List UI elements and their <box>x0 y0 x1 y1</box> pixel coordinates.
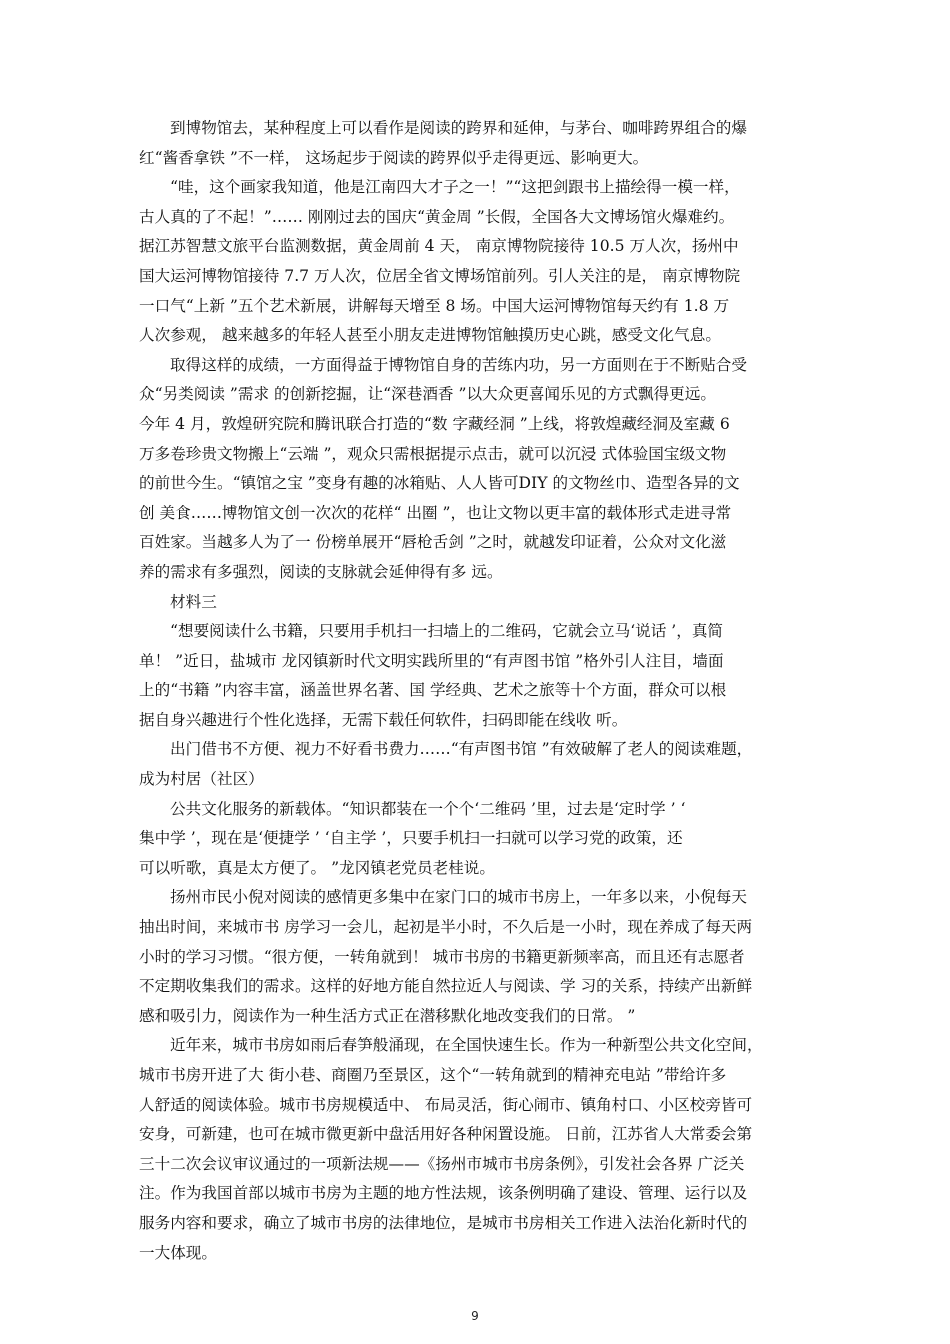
text-line: 到博物馆去，某种程度上可以看作是阅读的跨界和延伸，与茅台、咖啡跨界组合的爆 <box>170 119 747 137</box>
text-line: 近年来，城市书房如雨后春笋般涌现，在全国快速生长。作为一种新型公共文化空间， <box>170 1036 763 1055</box>
section-heading: 材料三 <box>170 592 217 611</box>
text-line: 国大运河博物馆接待 7.7 万人次，位居全省文博场馆前列。引人关注的是， 南京博物院 <box>139 266 741 285</box>
text-line: 公共文化服务的新载体。“知识都装在一个个‘二维码 ’里，过去是‘定时学 ’ ‘ <box>170 799 686 818</box>
text-line: 单！ ”近日，盐城市 龙冈镇新时代文明实践所里的“有声图书馆 ”格外引人注目，墙面 <box>139 651 724 670</box>
text-line: 养的需求有多强烈，阅读的支脉就会延伸得有多 远。 <box>139 562 503 581</box>
text-line: 据江苏智慧文旅平台监测数据，黄金周前 4 天， 南京博物院接待 10.5 万人次，扬州中 <box>139 237 739 256</box>
text-line: 万多卷珍贵文物搬上“云端 ”，观众只需根据提示点击，就可以沉浸 式体验国宝级文物 <box>139 444 727 463</box>
text-line: 据自身兴趣进行个性化选择，无需下载任何软件，扫码即能在线收 听。 <box>139 710 628 729</box>
text-line: 一大体现。 <box>139 1243 217 1262</box>
text-line: 扬州市民小倪对阅读的感情更多集中在家门口的城市书房上，一年多以来，小倪每天 <box>170 888 747 907</box>
page-number: 9 <box>471 1309 479 1323</box>
text-line: “想要阅读什么书籍，只要用手机扫一扫墙上的二维码，它就会立马‘说话 ’，真简 <box>170 622 724 641</box>
text-line: 人舒适的阅读体验。城市书房规模适中、 布局灵活，街心闹市、镇角村口、小区校旁皆可 <box>139 1095 753 1114</box>
text-line: 创 美食……博物馆文创一次次的花样“ 出圈 ”，也让文物以更丰富的载体形式走进寻常 <box>139 503 732 522</box>
text-line: 感和吸引力，阅读作为一种生活方式正在潜移默化地改变我们的日常。 ” <box>139 1006 636 1025</box>
document-body <box>139 114 821 1268</box>
text-line: 集中学 ’，现在是‘便捷学 ’ ‘自主学 ’，只要手机扫一扫就可以学习党的政策，还 <box>139 829 683 848</box>
text-line: 众“另类阅读 ”需求 的创新挖掘，让“深巷酒香 ”以大众更喜闻乐见的方式飘得更远。 <box>139 385 716 404</box>
text-line: 注。作为我国首部以城市书房为主题的地方性法规，该条例明确了建设、管理、运行以及 <box>139 1184 748 1203</box>
text-line: 人次参观， 越来越多的年轻人甚至小朋友走进博物馆触摸历史心跳，感受文化气息。 <box>139 326 721 345</box>
text-line: 今年 4 月，敦煌研究院和腾讯联合打造的“数 字藏经洞 ”上线，将敦煌藏经洞及室藏 6 <box>139 414 730 433</box>
text-line: 不定期收集我们的需求。这样的好地方能自然拉近人与阅读、学 习的关系，持续产出新鲜 <box>139 977 753 996</box>
text-line: 三十二次会议审议通过的一项新法规——《扬州市城市书房条例》，引发社会各界 广泛关 <box>139 1154 745 1173</box>
text-line: 城市书房开进了大 街小巷、商圈乃至景区，这个“一转角就到的精神充电站 ”带给许多 <box>139 1066 727 1084</box>
text-line: 成为村居（社区） <box>139 770 264 789</box>
text-line: 抽出时间，来城市书 房学习一会儿，起初是半小时，不久后是一小时，现在养成了每天两 <box>139 918 753 937</box>
text-line: 上的“书籍 ”内容丰富，涵盖世界名著、国 学经典、艺术之旅等十个方面，群众可以根 <box>139 681 727 700</box>
text-line: 小时的学习习惯。“很方便，一转角就到！ 城市书房的书籍更新频率高，而且还有志愿者 <box>139 947 745 966</box>
text-line: 百姓家。当越多人为了一 份榜单展开“唇枪舌剑 ”之时，就越发印证着，公众对文化滋 <box>139 533 727 552</box>
text-line: 服务内容和要求，确立了城市书房的法律地位，是城市书房相关工作进入法治化新时代的 <box>139 1213 748 1232</box>
text-line: “哇，这个画家我知道，他是江南四大才子之一！”“这把剑跟书上描绘得一模一样， <box>170 178 740 197</box>
text-line: 可以听歌，真是太方便了。 ”龙冈镇老党员老桂说。 <box>139 858 495 877</box>
text-line: 古人真的了不起！”…… 刚刚过去的国庆“黄金周 ”长假，全国各大文博场馆火爆难约。 <box>139 207 735 226</box>
text-line: 一口气“上新 ”五个艺术新展，讲解每天增至 8 场。中国大运河博物馆每天约有 1.8 万 <box>139 296 730 315</box>
text-line: 红“酱香拿铁 ”不一样， 这场起步于阅读的跨界似乎走得更远、影响更大。 <box>139 148 649 167</box>
text-line: 安身，可新建，也可在城市微更新中盘活用好各种闲置设施。 日前，江苏省人大常委会第 <box>139 1125 753 1144</box>
text-line: 的前世今生。“镇馆之宝 ”变身有趣的冰箱贴、人人皆可DIY 的文物丝巾、造型各异的文 <box>139 474 740 493</box>
text-line: 出门借书不方便、视力不好看书费力……“有声图书馆 ”有效破解了老人的阅读难题， <box>170 740 753 759</box>
text-line: 取得这样的成绩，一方面得益于博物馆自身的苦练内功，另一方面则在于不断贴合受 <box>170 355 747 374</box>
